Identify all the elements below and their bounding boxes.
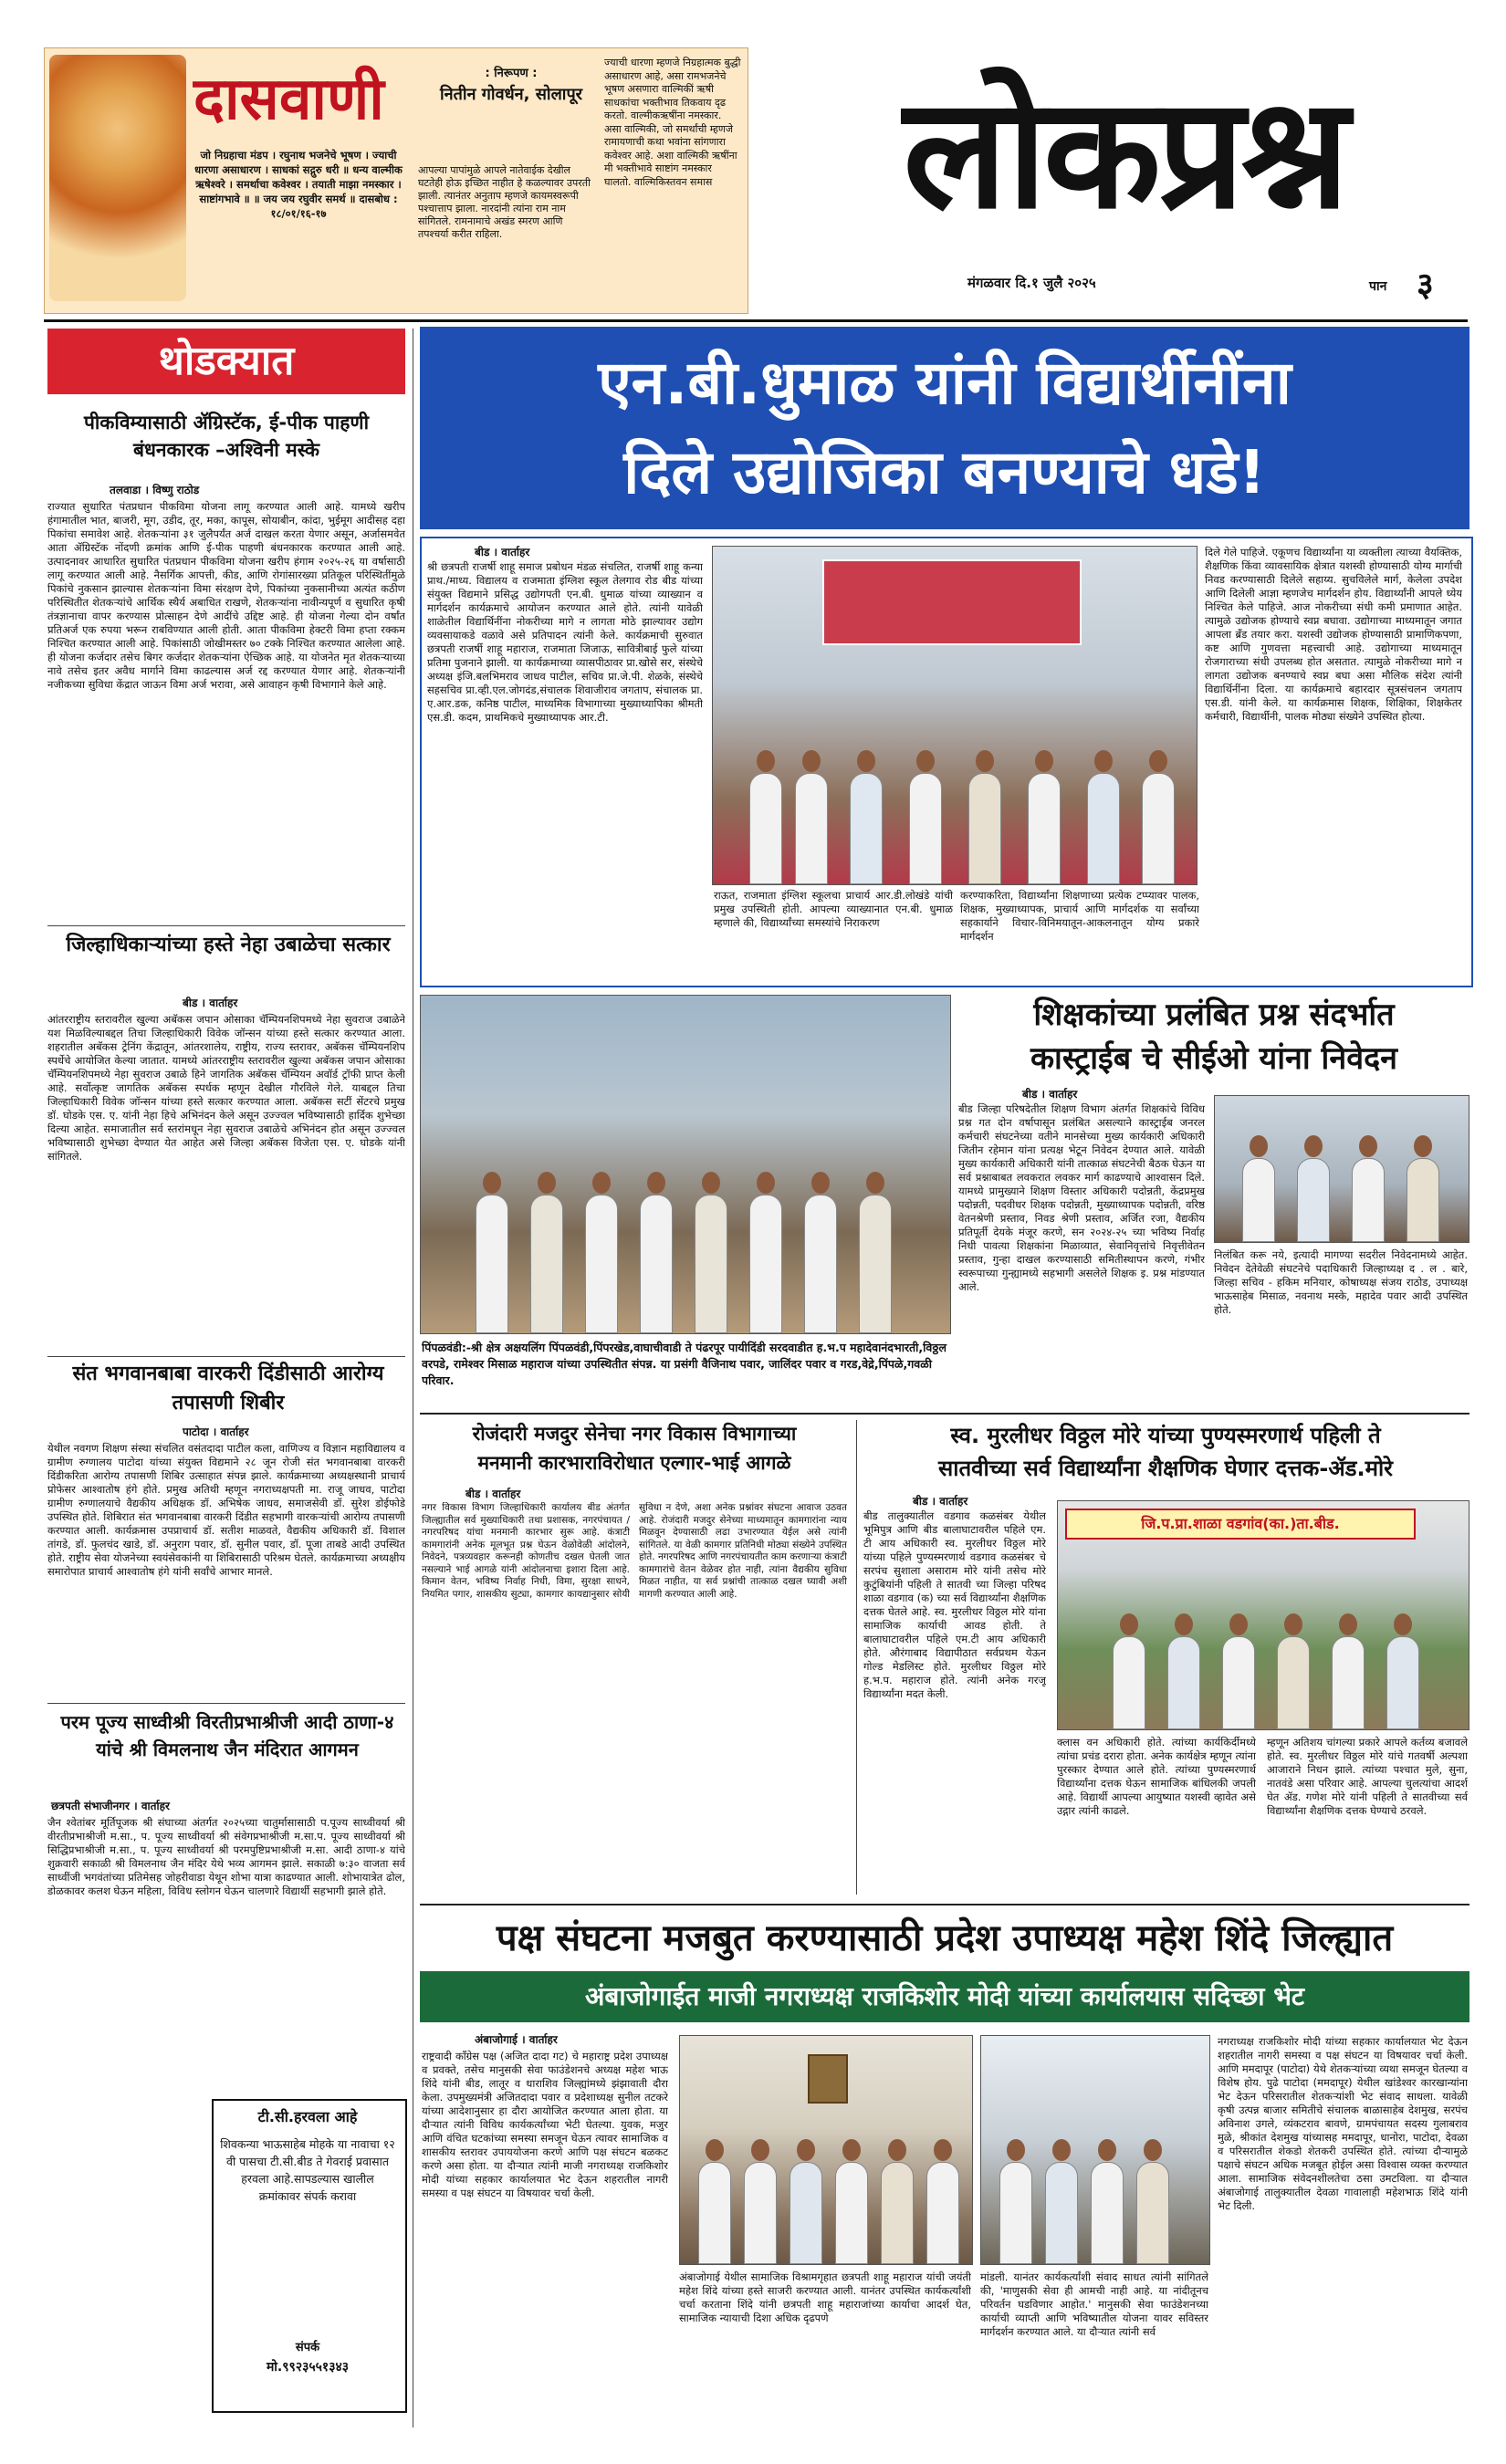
- shikshak-headline-2: कास्ट्राईब चे सीईओ यांना निवेदन: [1030, 1040, 1398, 1077]
- brief-body-1: राज्यात सुधारित पंतप्रधान पीकविमा योजना लागू करण्यात आली आहे. यामध्ये खरीप हंगामातील भात, बाजरी, मूग, उडीद, तूर, मका, कापूस, सोयाबीन, कांदा, भुईमूग आदीसह दहा पिकांचा समावेश आहे. शेतकऱ्यांना ३१ जुलैपर्यंत अर्ज दाखल करता येणार असून, अर्जासमवेत आता ॲग्रिस्टॅक नोंदणी क्रमांक आणि ई-पीक पाहणी बंधनकारक करण्यात आली आहे. उत्पादनावर आधारित सुधारित पंतप्रधान पीकविमा योजना खरीप हंगाम २०२५-२६ या वर्षासाठी लागू करण्यात आली आहे. नैसर्गिक आपत्ती, कीड, आणि रोगांसारख्या प्रतिकूल परिस्थितींमुळे पिकांचे नुकसान झाल्यास शेतकऱ्यांना विमा संरक्षण देणे, पिकांच्या नुकसानीच्या अत्यंत कठीण परिस्थितीत शेतकऱ्यांचे आर्थिक स्थैर्य अबाधित राखणे, शेतकऱ्यांना नावीन्यपूर्ण व सुधारित कृषी तंत्रज्ञानाचा वापर करण्यास प्रोत्साहन देणे आदींचे उद्दिष्ट आहे. ही योजना गेल्या दोन वर्षांत प्रतिअर्ज एक रुपया भरून राबविण्यात आली होती. आता पीकविमा हेक्टरी विमा हप्ता रक्कम निश्चित करण्यात आली आहे. पिकांसाठी जोखीमस्तर ७० टक्के निश्चित करण्यात आलेला आहे. ही योजना कर्जदार तसेच बिगर कर्जदार शेतकऱ्यांना ऐच्छिक आहे. या योजनेत मृत शेतकऱ्याच्या नावे तसेच इतर अवैध मार्गाने विमा काढल्यास अर्ज रद्द करण्यात येणार आहे. शेतकऱ्यांनी नजीकच्या सुविधा केंद्रात जाऊन विमा अर्ज भरावा, असे आवाहन कृषी विभागाने केले आहे.: [47, 500, 405, 691]
- person: [698, 2162, 731, 2264]
- brief-body-3: येथील नवगण शिक्षण संस्था संचलित वसंतदादा पाटील कला, वाणिज्य व विज्ञान महाविद्यालय व ग्रामीण रुग्णालय पाटोदा यांच्या संयुक्त विद्यमाने २८ जून रोजी संत भगवानबाबा वारकरी दिंडीकरिता आरोग्य तपासणी शिबिर उत्साहात संपन्न झाले. कार्यक्रमाच्या अध्यक्षस्थानी प्राचार्य प्रोफेसर आश्वातोष हंगे होते. प्रमुख अतिथी म्हणून नगराध्यक्षपती मा. राजू जाधव, पाटोदा ग्रामीण रुग्णालयाचे वैद्यकीय अधिक्षक डॉ. अभिषेक जाधव, समाजसेवी डॉ. सुरेश डोईफोडे उपस्थित होते. शिबिरात संत भगवानबाबा वारकरी दिंडीत सहभागी वारकऱ्यांची आरोग्य तपासणी करण्यात आली. कार्यक्रमास उपप्राचार्य डॉ. सतीश माळवते, वैद्यकीय अधिकारी डॉ. विशाल तांगडे, डॉ. फुलचंद खाडे, डॉ. अनुराग पवार, डॉ. सुनील पवार, डॉ. पूजा ताबडे आदी उपस्थित होते. राष्ट्रीय सेवा योजनेच्या स्वयंसेवकांनी या शिबिरासाठी परिश्रम घेतले. कार्यक्रमाच्या अध्यक्षीय समारोपात प्राचार्य आश्वातोष हंगे यांनी सर्वांचे आभार मानले.: [47, 1442, 405, 1578]
- shikshak-body-2: निलंबित करू नये, इत्यादी मागण्या सदरील निवेदनामध्ये आहेत. निवेदन देतेवेळी संघटनेचे पदाधिकारी जिल्हाध्यक्ष द . ल . बारे, जिल्हा सचिव - हकिम मनियार, कोषाध्यक्ष संजय राठोड, उपाध्यक्ष भाऊसाहेब मिसाळ, नवनाथ मस्के, महादेव पवार आदी उपस्थित होते.: [1214, 1248, 1468, 1316]
- person: [530, 1195, 563, 1333]
- bottom-subheadline: अंबाजोगाईत माजी नगराध्यक्ष राजकिशोर मोदी यांच्या कार्यालयास सदिच्छा भेट: [420, 1971, 1469, 2022]
- lead-body-col-3: करण्याकरिता, विद्यार्थ्यांना शिक्षणाच्या प्रत्येक टप्प्यावर पालक, शिक्षक, मुख्याध्यापक, प्राचार्य आणि मार्गदर्शक या सर्वांच्या सहकार्याने विचार-विनिमयातून-आकलनातून योग्य प्रकारे मार्गदर्शन: [960, 889, 1199, 943]
- person: [968, 773, 1001, 884]
- person: [790, 2162, 822, 2264]
- person: [850, 773, 883, 884]
- person: [749, 1195, 782, 1333]
- brief-headline-4: परम पूज्य साध्वीश्री विरतीप्रभाश्रीजी आदी ठाणा-४ यांचे श्री विमलनाथ जैन मंदिरात आगमन: [60, 1711, 394, 1760]
- person: [1136, 2162, 1169, 2264]
- more-body: बीड तालुक्यातील वडगाव कळसंबर येथील भूमिपुत्र आणि बीड बालाघाटावरील पहिले एम. टी आय अधिकारी स्व. मुरलीधर विठ्ठल मोरे यांच्या पहिले पुण्यस्मरणार्थ वडगाव कळसंबर चे सरपंच सुशाला असाराम मोरे यांनी तसेच मोरे कुटुंबियांनी पहिली ते सातवी च्या जिल्हा परिषद शाळा वडगाव (क) च्या सर्व विद्यार्थ्यांना शैक्षणिक दत्तक घेतले आहे. स्व. मुरलीधर विठ्ठल मोरे यांना सामाजिक कार्याची आवड होती. ते बालाघाटावरील पहिले एम.टी आय अधिकारी होते. औरंगाबाद विद्यापीठात सर्वप्रथम येऊन गोल्ड मेडलिस्ट होते. मुरलीधर विठ्ठल मोरे ह.भ.प. महाराज होते. त्यांनी अनेक गरजू विद्यार्थ्यांना मदत केली.: [863, 1509, 1046, 1700]
- lead-dateline: बीड । वार्ताहर: [475, 546, 530, 559]
- brief-dateline-3: पाटोदा । वार्ताहर: [183, 1425, 249, 1438]
- lead-body-col-1: श्री छत्रपती राजर्षी शाहू समाज प्रबोधन मंडळ संचलित, राजर्षी शाहू कन्या प्राथ./माध्य. विद्यालय व राजमाता इंग्लिश स्कूल तेलगाव रोड बीड यांच्या संयुक्त विद्यमाने प्रसिद्ध उद्योगपती एन.बी. धुमाळ यांच्या व्याख्यान व मार्गदर्शन कार्यक्रमाचे आयोजन करण्यात आले होते. त्यांनी यावेळी शाळेतील विद्यार्थिनींना नोकरीच्या मागे न लागता मोठे झाल्यावर उद्योग व्यवसायाकडे वळावे असे प्रतिपादन त्यांनी केले. कार्यक्रमाची सुरुवात छत्रपती राजर्षी शाहू महाराज, राजमाता जिजाऊ, सावित्रीबाई फुले यांच्या प्रतिमा पुजनाने झाली. या कार्यक्रमाच्या व्यासपीठावर प्रा.खोसे सर, संस्थेचे अध्यक्ष इंजि.बलभिमराव जाधव पाटील, सचिव प्रा.जे.पी. शेळके, संस्थेचे सहसचिव प्रा.व्ही.एल.जोगदंड,संचालक शिवाजीराव जगताप, संचालक प्रा. ए.आर.डक, कनिष्ठ पाटील, माध्यमिक विभागाच्या मुख्याध्यापिका श्रीमती एस.डी. कदम, प्राथमिकचे मुख्याध्यापक आर.टी.: [427, 560, 703, 724]
- page-number: ३: [1417, 266, 1434, 304]
- person: [744, 2162, 777, 2264]
- bottom-photo: [679, 2035, 973, 2265]
- person: [909, 773, 942, 884]
- person: [1045, 2162, 1078, 2264]
- school-signboard: जि.प.प्रा.शाळा वडगांव(का.)ता.बीड.: [1065, 1509, 1416, 1540]
- nirupan-label: : निरूपण :: [485, 67, 538, 80]
- brief-headline-2: जिल्हाधिकाऱ्यांच्या हस्ते नेहा उबाळेचा सत्कार: [66, 934, 391, 956]
- person: [695, 1195, 727, 1333]
- more-body-2: क्लास वन अधिकारी होते. त्यांच्या कार्यकिर्दीमध्ये त्यांचा प्रचंड दरारा होता. अनेक कार्यक्षेत्र म्हणून त्यांना पुरस्कार देण्यात आले होते. त्यांच्या पुण्यस्मरणार्थ विद्यार्थ्यांना दत्तक घेऊन सामाजिक बांधिलकी जपली आहे. विद्यार्थी आपल्या आयुष्यात यशस्वी व्हावेत असे उद्गार त्यांनी काढले.: [1057, 1736, 1256, 1817]
- more-headline-2: सातवीच्या सर्व विद्यार्थ्यांना शैक्षणिक घेणार दत्तक-ॲड.मोरे: [938, 1456, 1393, 1481]
- majdur-body: नगर विकास विभाग जिल्हाधिकारी कार्यालय बीड अंतर्गत जिल्ह्यातील सर्व मुख्याधिकारी तथा प्रशासक, नगरपंचायत / नगरपरिषद यांचा मनमानी कारभार सुरू आहे. कंत्राटी कामगारांनी अनेक मूलभूत प्रश्न घेऊन वेळोवेळी आंदोलने, निवेदने, पत्रव्यवहार करूनही कोणतीच दखल घेतली जात नसल्याने भाई आगळे यांनी आंदोलनाचा इशारा दिला आहे. किमान वेतन, भविष्य निर्वाह निधी, विमा, सुरक्षा साधने, नियमित पगार, शासकीय सुट्या, कामगार कायद्यानुसार सोयी सुविधा न देणे, अशा अनेक प्रश्नांवर संघटना आवाज उठवत आहे. रोजंदारी मजदुर सेनेच्या माध्यमातून कामगारांना न्याय मिळवून देण्यासाठी लढा उभारण्यात येईल असे त्यांनी सांगितले. या वेळी कामगार प्रतिनिधी मोठ्या संख्येने उपस्थित होते. नगरपरिषद आणि नगरपंचायतीत काम करणाऱ्या कंत्राटी कामगारांचे वेतन वेळेवर होत नाही, त्यांना वैद्यकीय सुविधा मिळत नाहीत, या सर्व प्रश्नांची तात्काळ दखल घ्यावी अशी मागणी करण्यात आली आहे.: [422, 1502, 847, 1600]
- saint-portrait: [49, 55, 186, 301]
- ad-contact-label: संपर्क: [295, 2341, 320, 2354]
- brief-body-4: जैन श्वेतांबर मूर्तिपूजक श्री संघाच्या अंतर्गत २०२५च्या चातुर्मासासाठी प.पूज्य साध्वीवर्या श्री वीरतीप्रभाश्रीजी म.सा., प. पूज्य साध्वीवर्या श्री संवेगप्रभाश्रीजी म.सा.प. पूज्य साध्वीवर्या श्री सिद्धिप्रभाश्रीजी म.सा., प. पूज्य साध्वीवर्या श्री परमपुष्टिप्रभाश्रीजी म.सा. आदी ठाणा-४ यांचे शुक्रवारी सकाळी श्री विमलनाथ जैन मंदिर येथे भव्य आगमन झाले. सकाळी ७:३० वाजता सर्व साध्वींजी भगवंतांच्या प्रतिमेसह जोहरीवाडा येथून शोभा यात्रा काढण्यात आली. शोभायात्रेत ढोल, डोळकावर कलश घेऊन महिला, विविध स्लोगन घेऊन चालणारे विद्यार्थी सहभागी झाले होते.: [47, 1816, 405, 1897]
- person: [1332, 1636, 1365, 1729]
- person: [1028, 773, 1061, 884]
- ad-contact: मो.९९२३५५१३४३: [266, 2360, 350, 2375]
- person: [1277, 1636, 1310, 1729]
- newspaper-logo: लोकप्रश्न: [903, 62, 1346, 243]
- lead-body-col-2: राऊत, राजमाता इंग्लिश स्कूलचा प्राचार्य आर.डी.लोखंडे यांची प्रमुख उपस्थिती होती. आपल्या व्याख्यानात एन.बी. धुमाळ म्हणाले की, विद्यार्थ्यांच्या समस्यांचे निराकरण: [714, 889, 953, 929]
- bottom-body-col-1: राष्ट्रवादी काँग्रेस पक्ष (अजित दादा गट) चे महाराष्ट्र प्रदेश उपाध्यक्ष व प्रवक्ते, तसेच मानुसकी सेवा फाउंडेशनचे अध्यक्ष महेश भाऊ शिंदे यांनी बीड, लातूर व धाराशिव जिल्ह्यांमध्ये झंझावाती दौरा केला. उपमुख्यमंत्री अजितदादा पवार व प्रदेशाध्यक्ष सुनील तटकरे यांच्या आदेशानुसार हा दौरा आयोजित करण्यात आला होता. या दौर्‍यात त्यांनी विविध कार्यकर्त्यांच्या भेटी घेतल्या. युवक, मजुर आणि वंचित घटकांच्या समस्या समजून घेऊन त्यावर सामाजिक व शासकीय स्तरावर उपाययोजना करणे आणि पक्ष संघटन बळकट करणे असा होता. या दौऱ्यात त्यांनी माजी नगराध्यक्ष राजकिशोर मोदी यांच्या सहकार कार्यालयात भेट देऊन शहरातील नागरी समस्या व पक्ष संघटन या विषयावर चर्चा केली.: [422, 2050, 668, 2199]
- divider: [420, 1904, 1469, 1905]
- person: [1142, 773, 1175, 884]
- divider: [47, 1356, 405, 1357]
- masthead-rule: [44, 319, 1468, 322]
- column-rule: [856, 1420, 857, 1895]
- person: [640, 1195, 673, 1333]
- person: [926, 2162, 959, 2264]
- issue-date: मंगळवार दि.१ जुलै २०२५: [967, 275, 1096, 291]
- ad-title: टी.सी.हरवला आहे: [257, 2108, 358, 2125]
- person: [1113, 1636, 1145, 1729]
- bottom-body-col-4: नगराध्यक्ष राजकिशोर मोदी यांच्या सहकार कार्यालयात भेट देऊन शहरातील नागरी समस्या व पक्ष संघटन या विषयावर चर्चा केली. आणि ममदापूर (पाटोदा) येथे शेतकऱ्यांच्या व्यथा समजून घेतल्या व विशेष होय. पुढे पाटोदा (ममदापूर) येथील खांडेश्वर कारखान्यांना भेट देऊन परिसरातील शेतकऱ्यांशी भेट संवाद साधला. यावेळी कृषी उत्पन्न बाजार समितीचे संचालक बाळासाहेब देशमुख, सरपंच अविनाश उगले, व्यंकटराव बावणे, ग्रामपंचायत सदस्य गुलाबराव मुळे, श्रीकांत देशमुख यांच्यासह ममदापूर, धानोरा, पाटोदा, देवळा व परिसरातील शेकडो शेतकरी उपस्थित होते. त्यांच्या दौऱ्यामुळे पक्षाचे संघटन अधिक मजबूत होईल असा विश्वास व्यक्त करण्यात आला. सामाजिक संवेदनशीलतेचा ठसा उमटविला. या दौऱ्यात अंबाजोगाई तालुक्यातील देवळा गावालाही महेशभाऊ शिंदे यांनी भेट दिली.: [1218, 2035, 1468, 2212]
- brief-headline-1: पीकविम्यासाठी ॲग्रिस्टॅक, ई-पीक पाहणी बंधनकारक –अश्विनी मस्के: [83, 412, 370, 461]
- person: [999, 2162, 1032, 2264]
- divider: [47, 1703, 405, 1704]
- brief-banner: थोडक्यात: [47, 329, 405, 394]
- person: [881, 2162, 914, 2264]
- dasvani-verse: जो निग्रहाचा मंडप । रघुनाथ भजनेचे भूषण । ज्याची धारणा असाधारण । साधकां सद्गुरु धरी ॥ धन्य वाल्मीक ऋषेश्वरे । समर्थाचा कवेश्वर । तयाती माझा नमस्कार । साष्टांगभावे ॥ ॥ जय जय रघुवीर समर्थ ॥ दासबोध : १८/०१/१६-१७: [194, 149, 403, 220]
- bottom-photo-caption: अंबाजोगाई येथील सामाजिक विश्रामगृहात छत्रपती शाहू महाराज यांची जयंती महेश शिंदे यांच्या हस्ते साजरी करण्यात आली. यानंतर उपस्थित कार्यकर्त्यांशी चर्चा करताना शिंदे यांनी छत्रपती शाहू महाराजांच्या कार्याचा आदर्श घेत, सामाजिक न्यायाची दिशा अधिक दृढपणे: [679, 2271, 971, 2324]
- person: [835, 2162, 868, 2264]
- person: [1167, 1636, 1200, 1729]
- bottom-photo-2: [980, 2035, 1210, 2265]
- lead-headline-line-1: एन.बी.धुमाळ यांनी विद्यार्थीनींना: [598, 348, 1292, 418]
- majdur-dateline: बीड । वार्ताहर: [465, 1488, 521, 1500]
- divider: [47, 925, 405, 926]
- more-body-3: म्हणून अतिशय चांगल्या प्रकारे आपले कर्तव्य बजावले होते. स्व. मुरलीधर विठ्ठल मोरे यांचे गतवर्षी अल्पशा आजाराने निधन झाले. त्यांच्या पश्चात मुले, सुना, नातवंडे असा परिवार आहे. आपल्या चुलत्यांचा आदर्श घेत ॲड. गणेश मोरे यांनी पहिली ते सातवीच्या सर्व विद्यार्थ्यांना शैक्षणिक दत्तक घेण्याचे ठरवले.: [1267, 1736, 1468, 1817]
- shikshak-body: बीड जिल्हा परिषदेतील शिक्षण विभाग अंतर्गत शिक्षकांचे विविध प्रश्न गत दोन वर्षापासून प्रलंबित असल्याने कास्ट्राईब जनरल कर्मचारी संघटनेच्या वतीने मानसेच्या मुख्य कार्यकारी अधिकारी जितीन रहेमान यांना प्रत्यक्ष भेटून निवेदन देण्यात आले. यावेळी मुख्य कार्यकारी अधिकारी यांनी तात्काळ संघटनेची बैठक घेऊन या सर्व प्रश्नाबाबत लवकरात लवकर मार्ग काढण्याचे आश्वासन दिले. यामध्ये प्रामुख्याने शिक्षण विस्तार अधिकारी पदोन्नती, केंद्रप्रमुख पदोन्नती, पदवीधर शिक्षक पदोन्नती, मुख्याध्यापक पदोन्नती, वरिष्ठ वेतनश्रेणी प्रस्ताव, निवड श्रेणी प्रस्ताव, अर्जित रजा, वैद्यकीय प्रतिपूर्ती देयके मंजूर करणे, सन २०२४-२५ च्या भविष्य निर्वाह निधी पावत्या शिक्षकांना मिळाव्यात, सेवानिवृत्तांचे निवृत्तीवेतन प्रस्ताव, गुन्हा दाखल करण्यासाठी समितीस्थापन करणे, गंभीर स्वरूपाच्या गुन्ह्यामध्ये सहभागी असलेले शिक्षक इ. प्रश्न मांडण्यात आले.: [958, 1102, 1205, 1293]
- dindi-caption: पिंपळवंडी:-श्री क्षेत्र अक्षयलिंग पिंपळवंडी,पिंपरखेड,वाघाचीवाडी ते पंढरपूर पायीदिंडी सरदवाडीत ह.भ.प महादेवानंदभारती,विठ्ठल वरपडे, रामेश्वर मिसाळ महाराज यांच्या उपस्थितीत संपन्न. या प्रसंगी वैजिनाथ पवार, जालिंदर पवार व गरड,वेद्रे,पिंपळे,गवळी परिवार.: [422, 1341, 946, 1387]
- majdur-headline-1: रोजंदारी मजदुर सेनेचा नगर विकास विभागाच्या: [472, 1423, 797, 1445]
- page-label: पान: [1369, 279, 1387, 294]
- school-photo: [1057, 1500, 1469, 1730]
- brief-dateline-4: छत्रपती संभाजीनगर । वार्ताहर: [51, 1800, 170, 1812]
- person: [804, 1195, 837, 1333]
- person: [1407, 1158, 1439, 1242]
- person: [476, 1195, 508, 1333]
- brief-body-2: आंतरराष्ट्रीय स्तरावरील खुल्या अबॅकस जपान ओसाका चॅम्पियनशिपमध्ये नेहा सुवराज उबाळेने यश मिळविल्याबद्दल तिचा जिल्हाधिकारी विवेक जॉन्सन यांच्या हस्ते सत्कार करण्यात आला. शहरातील अबॅकस ट्रेनिंग केंद्रातून, आंतरशालेय, राष्ट्रीय, राज्य स्तरावर, अबॅकस चॅम्पियनशिप स्पर्धेचे आयोजित केल्या जातात. यामध्ये आंतरराष्ट्रीय स्तरावरील खुल्या अबॅकस जपान ओसाका चॅम्पियनशिपमध्ये नेहा सुवराज उबाळे हिने जागतिक अबॅकस चॅम्पियन अवॉर्ड ट्रॉफी प्राप्त केली आहे. सर्वोत्कृष्ट जागतिक अबॅकस स्पर्धक म्हणून देखील गौरविले गेले. याबद्दल तिचा जिल्हाधिकारी विवेक जॉन्सन यांच्या हस्ते सत्कार करण्यात आला. अबॅकस सटीं सेंटरचे प्रमुख डॉ. घोडके एस. ए. यांनी नेहा हिचे अभिनंदन केले असून उज्ज्वल भविष्यासाठी हार्दिक शुभेच्छा दिल्या आहेत. समाजातील सर्व स्तरांमधून नेहा सुवराज उबाळेचे अभिनंदन होत असून उज्ज्वल भविष्यासाठी शुभेच्छा देण्यात येत आहेत असे जिल्हा अबॅकस विजेता एस. ए. घोडके यांनी सांगितले.: [47, 1013, 405, 1163]
- person: [1352, 1158, 1385, 1242]
- lead-body-col-4: दिले गेले पाहिजे. एकूणच विद्यार्थ्यांना या व्यक्तीला त्याच्या वैयक्तिक, शैक्षणिक किंवा व्यावसायिक क्षेत्रात यशस्वी होण्यासाठी योग्य मार्गाची निवड करण्यासाठी दिलेले सहाय्य. सुचविलेले मार्ग, केलेला उपदेश आणि दिलेली आज्ञा म्हणजेच मार्गदर्शन होय. विद्यार्थ्यांनी आपले ध्येय निश्चित केले पाहिजे. आज नोकरीच्या संधी कमी प्रमाणात आहेत. त्यामुळे उद्योजक होण्याचे स्वप्न बघावा. उद्योगाच्या माध्यमातून जगात आपला ब्रँड तयार करा. यशस्वी उद्योजक होण्यासाठी प्रामाणिकपणा, कष्ट आणि गुणवत्ता महत्त्वाची आहे. उद्योगाच्या माध्यमातून रोजगाराच्या संधी उपलब्ध होत असतात. त्यामुळे नोकरीच्या मागे न लागता उद्योजक बनण्याचे स्वप्न बघा असा मौलिक संदेश त्यांनी विद्यार्थिनींना दिला. या कार्यक्रमाचे बहारदार सूत्रसंचलन जगताप एस.डी. यांनी केले. या कार्यक्रमास शिक्षक, शिक्षिका, शिक्षकेतर कर्मचारी, विद्यार्थीनी, पालक मोठ्या संख्येने उपस्थित होत्या.: [1205, 546, 1462, 723]
- ad-text: शिवकन्या भाऊसाहेब मोहके या नावाचा १२ वी पासचा टी.सी.बीड ते गेवराई प्रवासात हरवला आहे.सापडल्यास खालील क्रमांकावर संपर्क करावा: [220, 2137, 395, 2203]
- dasvani-title: दासवाणी: [193, 65, 384, 133]
- person: [795, 773, 828, 884]
- person: [1222, 1636, 1255, 1729]
- shikshak-dateline: बीड । वार्ताहर: [1022, 1088, 1078, 1101]
- brief-dateline-2: बीड । वार्ताहर: [183, 997, 238, 1009]
- brief-dateline-1: तलवाडा । विष्णु राठोड: [110, 484, 200, 496]
- more-dateline: बीड । वार्ताहर: [913, 1495, 968, 1508]
- bottom-dateline: अंबाजोगाई । वार्ताहर: [475, 2033, 558, 2046]
- person: [749, 773, 782, 884]
- nirupan-text: आपल्या पापांमुळे आपले नातेवाईक देखील घटतेही होऊ इच्छित नाहीत हे कळल्यावर उपरती झाली. त्यानंतर अनुताप म्हणजे कायमस्वरूपी पश्चात्ताप झाला. नारदांनी त्यांना राम नाम सांगितले. रामनामाचे अखंड स्मरण आणि तपश्चर्या करीत राहिला.: [418, 164, 591, 240]
- person: [1087, 773, 1120, 884]
- person: [1242, 1158, 1275, 1242]
- lead-photo: [712, 546, 1197, 885]
- majdur-headline-2: मनमानी कारभाराविरोधात एल्गार-भाई आगळे: [477, 1452, 791, 1474]
- bottom-headline: पक्ष संघटना मजबुत करण्यासाठी प्रदेश उपाध्यक्ष महेश शिंदे जिल्ह्यात: [496, 1917, 1394, 1959]
- nirupan-right-text: ज्याची धारणा म्हणजे निग्रहात्मक बुद्धी असाधारण आहे, असा रामभजनेचे भूषण असणारा वाल्मिकीं ऋषी साधकांचा भक्तीभाव तिकवाय दृढ करतो. वाल्मीकऋषींना नमस्कार. असा वाल्मिकी, जो समर्थांची म्हणजे रामायणाची कथा भवांना सांगणारा कवेश्वर आहे. अशा वाल्मिकी ऋषींना मी भक्तीभावे साष्टांग नमस्कार घालतो. वाल्मिकिस्तवन समास: [604, 57, 741, 188]
- person: [859, 1195, 892, 1333]
- shikshak-headline-1: शिक्षकांच्या प्रलंबित प्रश्न संदर्भात: [1033, 997, 1395, 1033]
- stage-banner: [822, 559, 1082, 645]
- person: [1386, 1636, 1419, 1729]
- brief-headline-3: संत भगवानबाबा वारकरी दिंडीसाठी आरोग्य तपासणी शिबीर: [72, 1363, 384, 1415]
- nirupan-author: नितीन गोवर्धन, सोलापूर: [439, 85, 583, 104]
- person: [585, 1195, 618, 1333]
- dindi-photo: [420, 995, 951, 1334]
- wall-portrait: [808, 2054, 848, 2104]
- person: [1297, 1158, 1330, 1242]
- divider: [420, 1413, 1469, 1415]
- lead-headline-line-2: दिले उद्योजिका बनण्याचे धडे!: [623, 437, 1266, 507]
- person: [1091, 2162, 1124, 2264]
- bottom-body-col-3: मांडली. यानंतर कार्यकर्त्यांशी संवाद साधत त्यांनी सांगितले की, 'माणुसकी सेवा ही आमची नाही आहे. या नांदीतूनच परिवर्तन घडविणार आहोत.' मानुसकी सेवा फाउंडेशनच्या कार्याची व्याप्ती आणि भविष्यातील योजना यावर सविस्तर मार्गदर्शन करण्यात आले. या दौऱ्यात त्यांनी सर्व: [980, 2271, 1208, 2338]
- more-headline-1: स्व. मुरलीधर विठ्ठल मोरे यांच्या पुण्यस्मरणार्थ पहिली ते: [950, 1423, 1381, 1448]
- shikshak-photo: [1214, 1095, 1469, 1243]
